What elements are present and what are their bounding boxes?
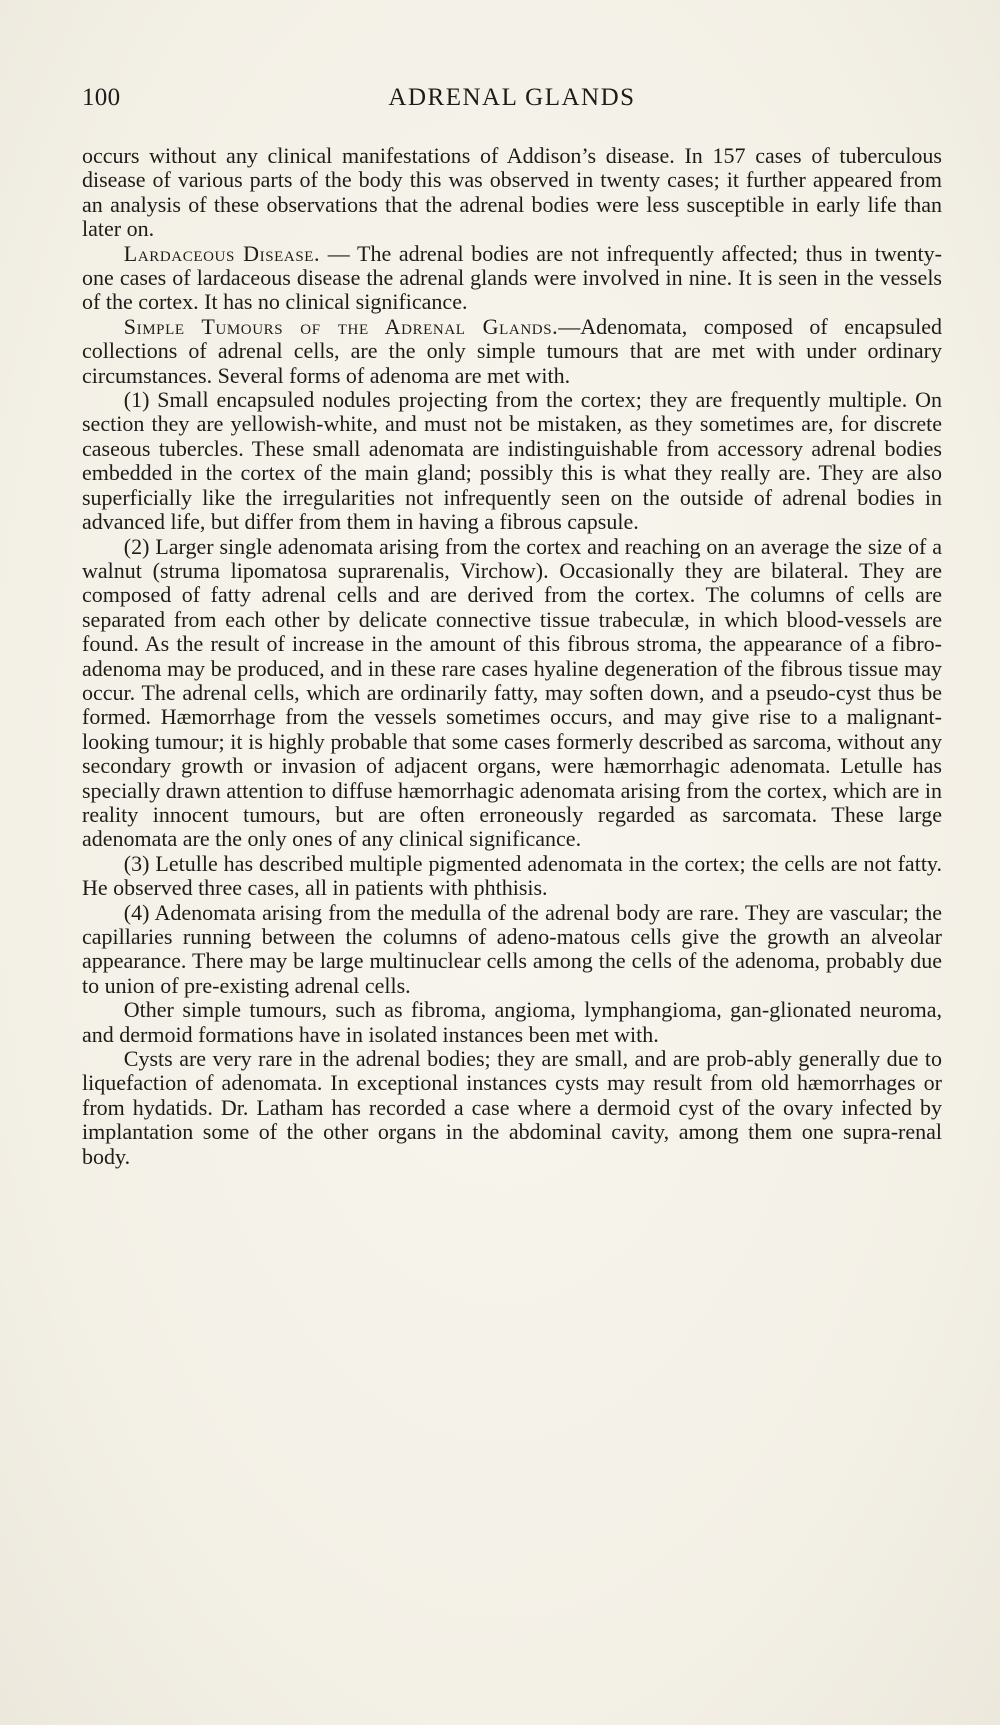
paragraph-text: (3) Letulle has described multiple pigmented adenomata in the cortex; the cells are not fatty. He observed three cases, all in patients with phthisis.: [82, 850, 942, 901]
paragraph-text: occurs without any clinical manifestations of Addison’s disease. In 157 cases of tuberculous disease of various parts of the body this was observed in twenty cases; it further appeared from an analysis of these observations that the adrenal bodies were less susceptible in early life than later on.: [82, 143, 942, 242]
paragraph-text: Other simple tumours, such as fibroma, angioma, lymphangioma, gan-glionated neuroma, and dermoid formations have in isolated instances been met with.: [82, 997, 942, 1047]
page-number: 100: [82, 84, 121, 111]
paragraph-tuberculous-continuation: [82, 144, 942, 242]
paragraph-text: (2) Larger single adenomata arising from the cortex and reaching on an average the size of a walnut (struma lipomatosa suprarenalis, Virchow). Occasionally they are bilateral. They are composed of fatty adrenal cells and are derived from the cortex. The columns of cells are separated from each other by delicate connective tissue trabeculæ, in which blood-vessels are found. As the result of increase in the amount of this fibrous stroma, the appearance of a fibro-adenoma may be produced, and in these rare cases hyaline degeneration of the fibrous tissue may occur. The adrenal cells, which are ordinarily fatty, may soften down, and a pseudo-cyst thus be formed. Hæmorrhage from the vessels sometimes occurs, and may give rise to a malignant-looking tumour; it is highly probable that some cases formerly described as sarcoma, without any secondary growth or invasion of adjacent organs, were hæmorrhagic adenomata. Letulle has specially drawn attention to diffuse hæmorrhagic adenomata arising from the cortex, which are in reality innocent tumours, but are often erroneously regarded as sarcomata. These large adenomata are the only ones of any clinical significance.: [82, 533, 942, 852]
paragraph-adenoma-form-2: [82, 535, 942, 852]
page-header: [82, 84, 942, 118]
paragraph-text: —Adenomata, composed of encapsuled collections of adrenal cells, are the only simple tumours that are met with under ordinary circumstances. Several forms of adenoma are met with.: [82, 313, 943, 388]
paragraph-text: — The adrenal bodies are not infrequently affected; thus in twenty-one cases of lardaceous disease the adrenal glands were involved in nine. It is seen in the vessels of the cortex. It has no clinical significance.: [82, 240, 942, 315]
paragraph-simple-tumours: [82, 315, 942, 388]
body-text: [82, 144, 942, 1169]
paragraph-adenoma-form-1: [82, 388, 942, 534]
paragraph-other-simple-tumours: [82, 998, 942, 1047]
paragraph-cysts: [82, 1047, 942, 1169]
paragraph-adenoma-form-3: [82, 852, 942, 901]
paragraph-text: (1) Small encapsuled nodules projecting from the cortex; they are frequently multiple. On section they are yellowish-white, and must not be mistaken, as they sometimes are, for discrete caseous tubercles. These small adenomata are indistinguishable from accessory adrenal bodies embedded in the cortex of the main gland; possibly this is what they really are. They are also superficially like the irregularities not infrequently seen on the outside of adrenal bodies in advanced life, but differ from them in having a fibrous capsule.: [82, 387, 942, 535]
paragraph-lardaceous-disease: [82, 242, 942, 315]
paragraph-text: (4) Adenomata arising from the medulla of the adrenal body are rare. They are vascular; the capillaries running between the columns of adeno-matous cells give the growth an alveolar appearance. There may be large multinuclear cells among the cells of the adenoma, probably due to union of pre-existing adrenal cells.: [82, 899, 942, 998]
section-heading-lardaceous-disease: Lardaceous Disease.: [123, 240, 321, 266]
running-head: ADRENAL GLANDS: [388, 84, 636, 111]
paragraph-text: Cysts are very rare in the adrenal bodies; they are small, and are prob-ably generally due to liquefaction of adenomata. In exceptional instances cysts may result from old hæmorrhages or from hydatids. Dr. Latham has recorded a case where a dermoid cyst of the ovary infected by implantation some of the other organs in the abdominal cavity, among them one supra-renal body.: [82, 1046, 942, 1169]
paragraph-adenoma-form-4: [82, 901, 942, 999]
section-heading-simple-tumours: Simple Tumours of the Adrenal Glands.: [123, 313, 559, 339]
